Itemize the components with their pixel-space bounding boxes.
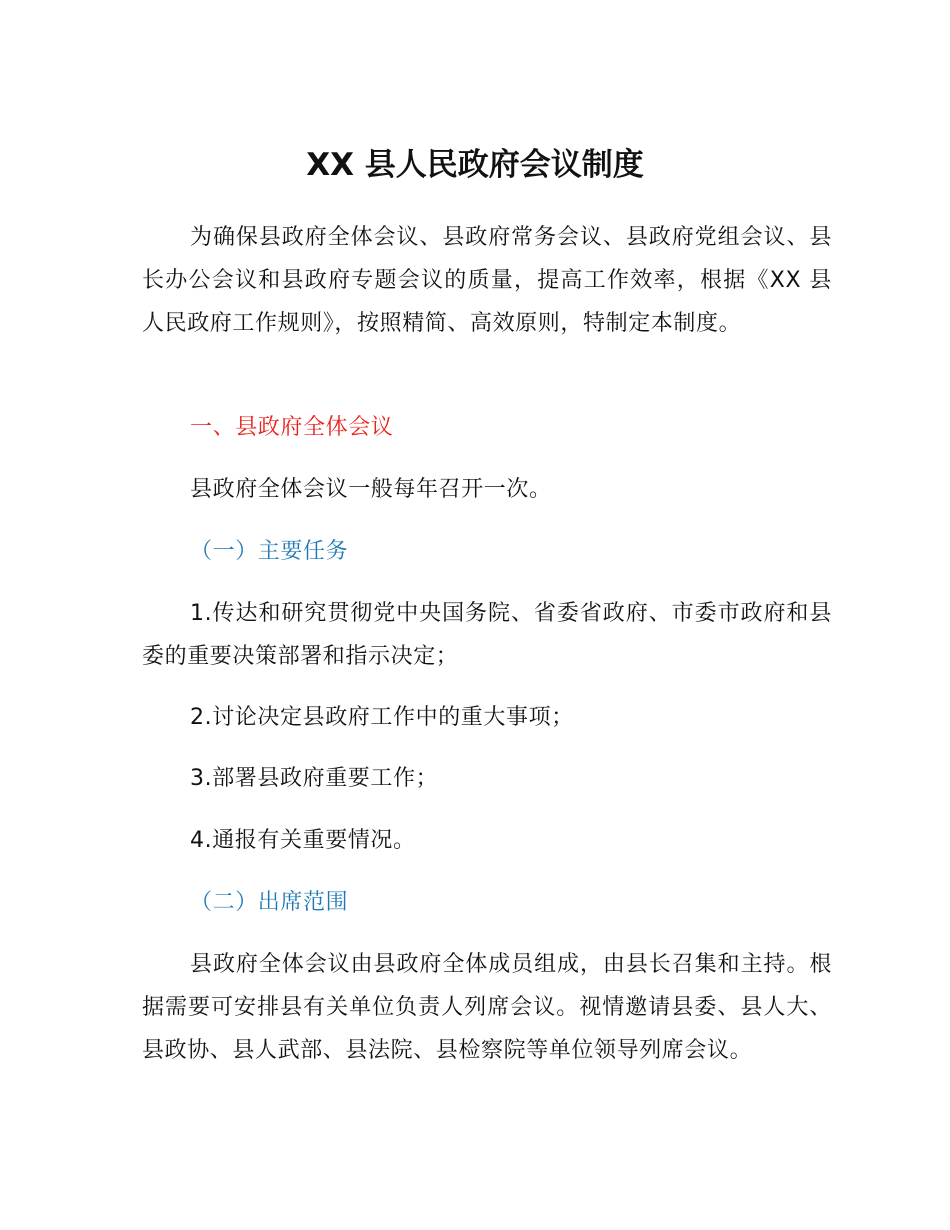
list-item: 2.讨论决定县政府工作中的重大事项； (190, 705, 574, 730)
meeting-frequency-text: 县政府全体会议一般每年召开一次。 (190, 477, 552, 502)
list-item: 4.通报有关重要情况。 (190, 828, 416, 853)
list-item: 1.传达和研究贯彻党中央国务院、省委省政府、市委市政府和县委的重要决策部署和指示决定； (142, 601, 832, 669)
subsection-heading-main-tasks: （一）主要任务 (190, 539, 349, 564)
document-title: XX 县人民政府会议制度 (306, 147, 644, 183)
list-item: 3.部署县政府重要工作； (190, 766, 439, 791)
attendance-paragraph: 县政府全体会议由县政府全体成员组成，由县长召集和主持。根据需要可安排县有关单位负责人列席会议。视情邀请县委、县人大、县政协、县人武部、县法院、县检察院等单位领导列席会议。 (142, 952, 832, 1063)
subsection-heading-attendance: （二）出席范围 (190, 890, 349, 915)
intro-paragraph: 为确保县政府全体会议、县政府常务会议、县政府党组会议、县长办公会议和县政府专题会议的质量，提高工作效率，根据《XX 县人民政府工作规则》，按照精简、高效原则，特制定本制度。 (142, 225, 832, 336)
section-heading-plenary-meeting: 一、县政府全体会议 (190, 415, 394, 440)
